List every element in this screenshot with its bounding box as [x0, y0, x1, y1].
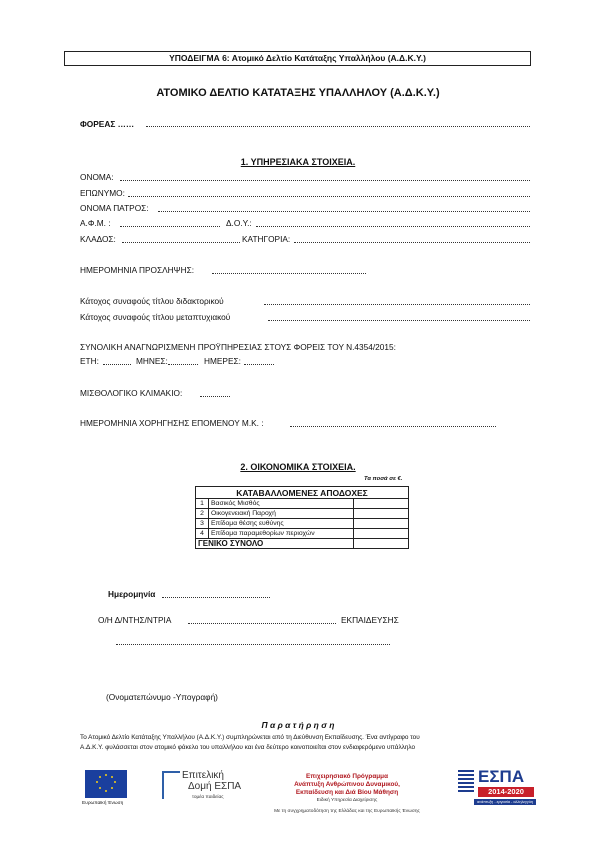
amount-cell[interactable] — [354, 509, 409, 519]
hm-proslipsis-field[interactable] — [212, 273, 366, 274]
onoma-label: ΟΝΟΜΑ: — [80, 172, 114, 182]
mines-label: ΜΗΝΕΣ: — [136, 356, 168, 366]
ed-line-2: Δομή ΕΣΠΑ — [188, 781, 242, 792]
hm-epomenou-label: ΗΜΕΡΟΜΗΝΙΑ ΧΟΡΗΓΗΣΗΣ ΕΠΟΜΕΝΟΥ Μ.Κ. : — [80, 418, 264, 428]
metaptyxiako-field[interactable] — [268, 320, 530, 321]
row-number: 4 — [196, 529, 209, 539]
epitelikh-logo — [182, 770, 241, 803]
signature-caption: (Ονοματεπώνυμο -Υπογραφή) — [106, 692, 218, 702]
total-amount-cell[interactable] — [354, 539, 409, 549]
didaktoriko-label: Κάτοχος συναφούς τίτλου διδακτορικού — [80, 296, 224, 306]
table-row — [196, 519, 409, 529]
kategoria-label: ΚΑΤΗΓΟΡΙΑ: — [242, 234, 291, 244]
imeres-label: ΗΜΕΡΕΣ: — [204, 356, 241, 366]
foreas-field[interactable] — [146, 126, 530, 127]
template-header: ΥΠΟΔΕΙΓΜΑ 6: Ατομικό Δελτίο Κατάταξης Υπαλλήλου (Α.Δ.Κ.Υ.) — [64, 51, 531, 66]
director-left-label: Ο/Η Δ/ΝΤΗΣ/ΝΤΡΙΑ — [98, 615, 172, 625]
total-label: ΓΕΝΙΚΟ ΣΥΝΟΛΟ — [196, 539, 354, 549]
foreas-label: ΦΟΡΕΑΣ …… — [80, 119, 135, 129]
metaptyxiako-label: Κάτοχος συναφούς τίτλου μεταπτυχιακού — [80, 312, 231, 322]
row-number: 3 — [196, 519, 209, 529]
table-row-total — [196, 539, 409, 549]
note-line-1: Το Ατομικό Δελτίο Κατάταξης Υπαλλήλου (Α.Δ.Κ.Υ.) συμπληρώνεται από τη Διεύθυνση Εκπαίδευσης. Ένα αντίγραφο του — [80, 734, 420, 741]
prog-line-1: Επιχειρησιακό Πρόγραμμα — [305, 773, 389, 780]
page-title: ΑΤΟΜΙΚΟ ΔΕΛΤΙΟ ΚΑΤΑΤΑΞΗΣ ΥΠΑΛΛΗΛΟΥ (Α.Δ.Κ.Υ.) — [156, 87, 440, 99]
director-right-label: ΕΚΠΑΙΔΕΥΣΗΣ — [341, 615, 399, 625]
espa-logo: ΕΣΠΑ — [478, 767, 525, 786]
klimakio-field[interactable] — [200, 396, 230, 397]
row-number: 2 — [196, 509, 209, 519]
pay-table — [195, 486, 409, 549]
table-row — [196, 509, 409, 519]
section2-title: 2. ΟΙΚΟΝΟΜΙΚΑ ΣΤΟΙΧΕΙΑ. — [240, 462, 356, 472]
didaktoriko-field[interactable] — [264, 304, 530, 305]
row-label: Επίδομα παραμεθορίων περιοχών — [209, 529, 354, 539]
table-row — [196, 499, 409, 509]
eti-label: ΕΤΗ: — [80, 356, 99, 366]
amount-cell[interactable] — [354, 519, 409, 529]
pay-table-header: ΚΑΤΑΒΑΛΛΟΜΕΝΕΣ ΑΠΟΔΟΧΕΣ — [196, 487, 409, 499]
row-number: 1 — [196, 499, 209, 509]
afm-field[interactable] — [120, 226, 220, 227]
espa-years: 2014-2020 — [478, 787, 534, 797]
note-title: Π α ρ α τ ή ρ η σ η — [261, 720, 335, 730]
prog-line-5: Με τη συγχρηματοδότηση της Ελλάδας και της Ευρωπαϊκής Ένωσης — [274, 809, 420, 814]
kategoria-field[interactable] — [294, 242, 530, 243]
kladOS-field[interactable] — [122, 242, 240, 243]
espa-slogan: ανάπτυξη - εργασία - αλληλεγγύη — [474, 799, 536, 805]
doy-label: Δ.Ο.Υ.: — [226, 218, 252, 228]
greek-flag-icon — [458, 770, 474, 792]
eu-caption: Ευρωπαϊκή Ένωση — [82, 801, 124, 806]
doy-field[interactable] — [256, 226, 530, 227]
row-label: Οικογενειακή Παροχή — [209, 509, 354, 519]
section1-title: 1. ΥΠΗΡΕΣΙΑΚΑ ΣΤΟΙΧΕΙΑ. — [240, 157, 356, 167]
signature-line[interactable] — [116, 644, 390, 645]
epitelikh-mark-icon — [162, 771, 180, 799]
date-label: Ημερομηνία — [108, 589, 156, 599]
imeres-field[interactable] — [244, 364, 274, 365]
date-field[interactable] — [162, 597, 270, 598]
prog-line-4: Ειδική Υπηρεσία Διαχείρισης — [316, 798, 378, 803]
ed-line-1: Επιτελική — [182, 770, 224, 781]
program-logo — [262, 773, 432, 816]
eponymo-field[interactable] — [128, 196, 530, 197]
mines-field[interactable] — [168, 364, 198, 365]
eti-field[interactable] — [103, 364, 131, 365]
afm-label: Α.Φ.Μ. : — [80, 218, 111, 228]
table-row — [196, 529, 409, 539]
klimakio-label: ΜΙΣΘΟΛΟΓΙΚΟ ΚΛΙΜΑΚΙΟ: — [80, 388, 183, 398]
note-line-2: Α.Δ.Κ.Υ. φυλάσσεται στον ατομικό φάκελο του υπαλλήλου και ένα δεύτερο κοινοποιείται στον ενδιαφερόμενο υπάλληλο — [80, 744, 416, 751]
eponymo-label: ΕΠΩΝΥΜΟ: — [80, 188, 125, 198]
prog-line-3: Εκπαίδευση και Διά Βίου Μάθηση — [295, 789, 399, 796]
kladOS-label: ΚΛΑΔΟΣ: — [80, 234, 116, 244]
amount-cell[interactable] — [354, 499, 409, 509]
synoliki-label: ΣΥΝΟΛΙΚΗ ΑΝΑΓΝΩΡΙΣΜΕΝΗ ΠΡΟΫΠΗΡΕΣΙΑΣ ΣΤΟΥΣ ΦΟΡΕΙΣ ΤΟΥ Ν.4354/2015: — [80, 342, 396, 352]
onoma-patros-label: ΟΝΟΜΑ ΠΑΤΡΟΣ: — [80, 203, 149, 213]
row-label: Βασικός Μισθός — [209, 499, 354, 509]
amount-cell[interactable] — [354, 529, 409, 539]
onoma-patros-field[interactable] — [158, 211, 530, 212]
ed-small: τομέα παιδείας — [192, 795, 224, 800]
row-label: Επίδομα θέσης ευθύνης — [209, 519, 354, 529]
currency-note: Τα ποσά σε €. — [364, 476, 403, 482]
director-field[interactable] — [188, 623, 336, 624]
onoma-field[interactable] — [120, 180, 530, 181]
hm-epomenou-field[interactable] — [290, 426, 496, 427]
hm-proslipsis-label: ΗΜΕΡΟΜΗΝΙΑ ΠΡΟΣΛΗΨΗΣ: — [80, 265, 195, 275]
eu-flag-icon — [85, 770, 127, 798]
prog-line-2: Ανάπτυξη Ανθρώπινου Δυναμικού, — [294, 781, 400, 788]
